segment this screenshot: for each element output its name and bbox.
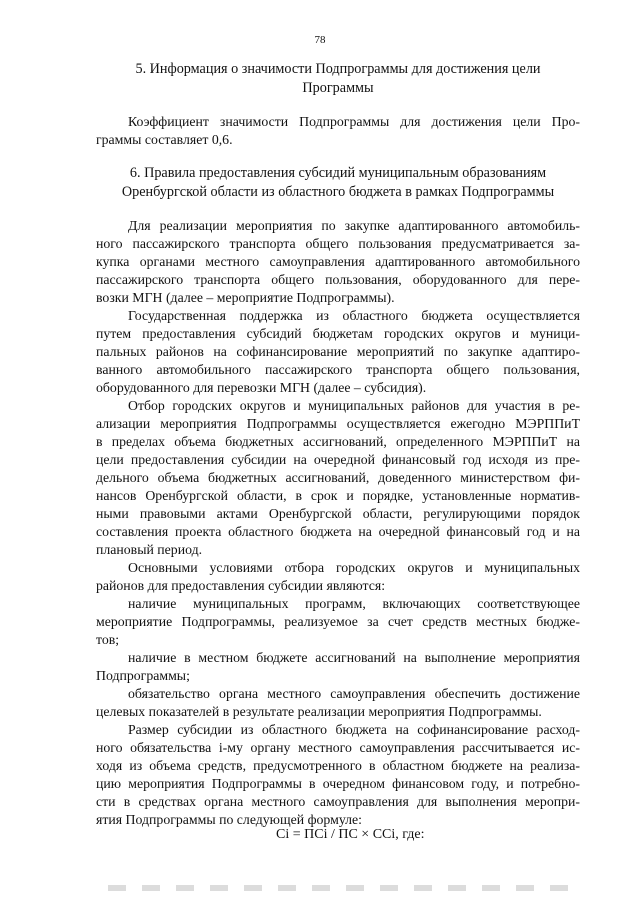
body-text-line: возки МГН (далее – мероприятие Подпрограммы). (96, 290, 395, 305)
section-6-title-line-1: 6. Правила предоставления субсидий муниципальным образованиям (129, 165, 547, 181)
body-text-line: пальных районов на софинансирование мероприятий по закупке адаптиро- (96, 344, 580, 359)
body-text-line: тов; (96, 632, 120, 647)
body-text-line: купка органами местного самоуправления адаптированного автомобильного (96, 254, 580, 269)
body-text-line: пассажирского транспорта общего пользования, оборудованного для пере- (96, 272, 580, 287)
body-text-line: ными правовыми актами Оренбургской области, регулирующими порядок (96, 506, 580, 521)
body-text-line: обязательство органа местного самоуправления обеспечить достижение (128, 686, 580, 701)
body-text-line: районов для предоставления субсидии являются: (96, 578, 386, 593)
body-text-line: оборудованного для перевозки МГН (далее – субсидия). (96, 380, 427, 395)
body-text-line: ятия Подпрограммы по следующей формуле: (96, 812, 362, 827)
subsidy-formula: Ci = ПСi / ПС × ССi, где: (276, 827, 425, 842)
body-text-line: Подпрограммы; (96, 668, 190, 683)
body-text-line: Основными условиями отбора городских округов и муниципальных (128, 560, 580, 575)
body-text-line: Государственная поддержка из областного бюджета осуществляется (128, 308, 580, 323)
body-text-line: дельного объема бюджетных ассигнований, доведенного министерством фи- (96, 470, 580, 485)
section-5-paragraph-line: Коэффициент значимости Подпрограммы для достижения цели Про- (128, 114, 580, 129)
body-text-line: плановый период. (96, 542, 203, 557)
body-text-line: наличие муниципальных программ, включающих соответствующее (128, 596, 580, 611)
body-text-line: сти в средствах органа местного самоуправления для выполнения меропри- (96, 794, 580, 809)
section-5-title-line-2: Программы (302, 80, 374, 96)
section-5-paragraph-line: граммы составляет 0,6. (96, 132, 233, 147)
body-text-line: путем предоставления субсидий бюджетам городских округов и муници- (96, 326, 580, 341)
body-text-line: ализации мероприятия Подпрограммы осуществляется ежегодно МЭРППиТ (96, 416, 580, 431)
body-text-line: цию мероприятия Подпрограммы в очередном финансовом году, и потребно- (96, 776, 580, 791)
body-text-line: Для реализации мероприятия по закупке адаптированного автомобиль- (128, 218, 580, 233)
body-text-line: ходя из объема средств, предусмотренного в областном бюджете на реализа- (96, 758, 580, 773)
body-text-line: составления проекта областного бюджета на очередной финансовый год и на (96, 524, 580, 539)
body-text-line: ванного автомобильного пассажирского транспорта общего пользования, (96, 362, 580, 377)
body-text-line: цели предоставления субсидии на очередной финансовый год исходя из пре- (96, 452, 580, 467)
body-text-line: нансов Оренбургской области, в срок и порядке, установленные норматив- (96, 488, 580, 503)
body-text-line: целевых показателей в результате реализации мероприятия Подпрограммы. (96, 704, 542, 719)
section-6-title-line-2: Оренбургской области из областного бюджета в рамках Подпрограммы (121, 184, 555, 200)
page-number: 78 (314, 34, 326, 46)
scan-edge-artifact (108, 885, 584, 891)
section-5-title-line-1: 5. Информация о значимости Подпрограммы для достижения цели (135, 61, 541, 77)
body-text-line: мероприятие Подпрограммы, реализуемое за счет средств местных бюдже- (96, 614, 580, 629)
body-text-line: ного пассажирского транспорта общего пользования предусматривается за- (96, 236, 580, 251)
body-text-line: Отбор городских округов и муниципальных районов для участия в ре- (128, 398, 580, 413)
body-text-line: в пределах объема бюджетных ассигнований, определенного МЭРППиТ на (96, 434, 580, 449)
body-text-line: наличие в местном бюджете ассигнований на выполнение мероприятия (128, 650, 580, 665)
body-text-line: Размер субсидии из областного бюджета на софинансирование расход- (128, 722, 580, 737)
body-text-line: ного обязательства i-му органу местного самоуправления рассчитывается ис- (96, 740, 580, 755)
